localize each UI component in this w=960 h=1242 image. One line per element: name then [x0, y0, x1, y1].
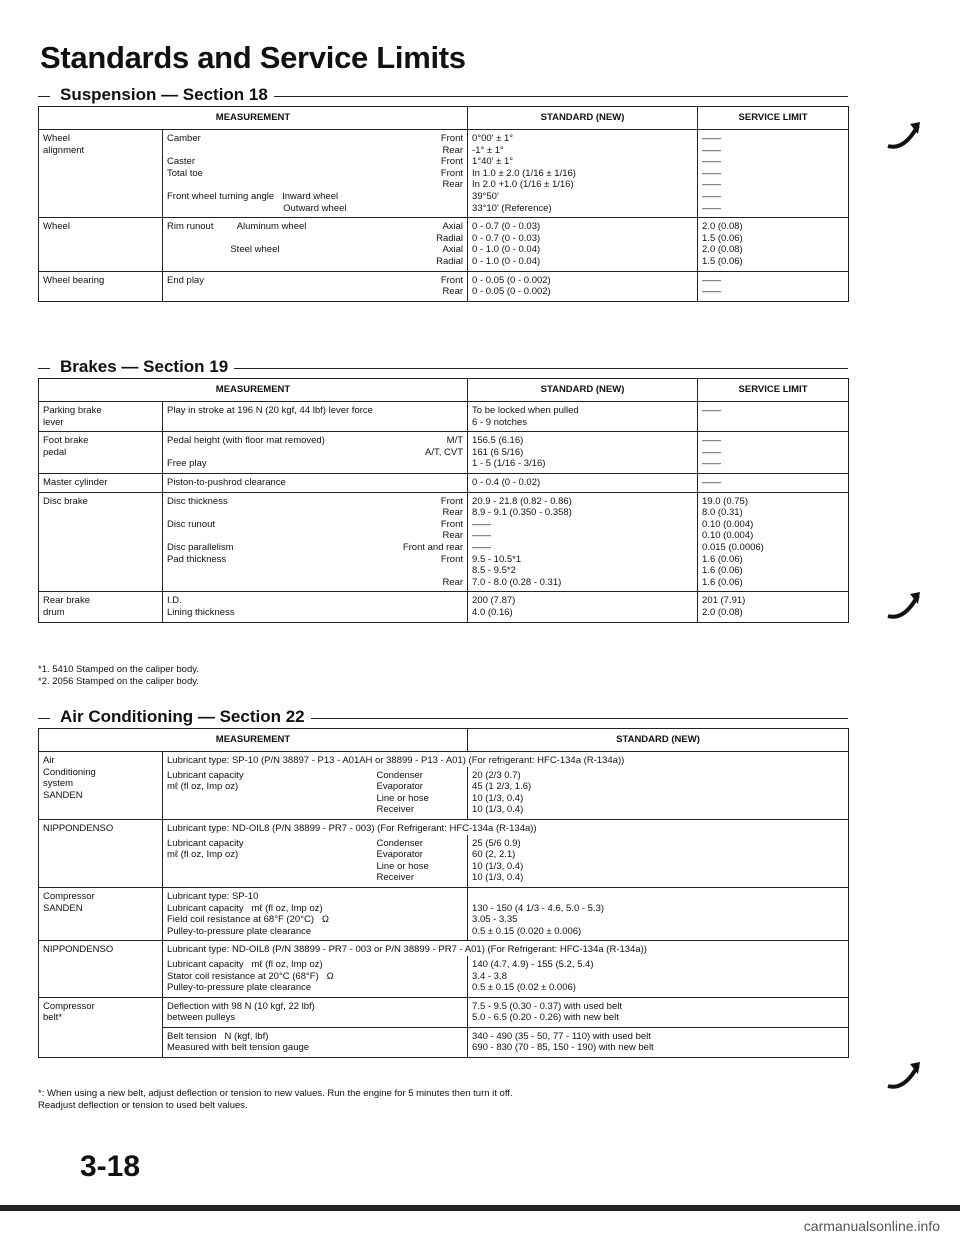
suspension-heading: Suspension — Section 18 — [50, 85, 274, 105]
table-row — [39, 819, 849, 834]
standard-cell: 25 (5/6 0.9) 60 (2, 2.1) 10 (1/3, 0.4) 10 (1/3, 0.4) — [468, 835, 849, 888]
service-cell: —— — [698, 473, 849, 492]
watermark: carmanualsonline.info — [803, 1218, 940, 1234]
col-standard: STANDARD (NEW) — [468, 729, 849, 752]
item-cell: Compressor belt* — [39, 997, 163, 1057]
table-row — [39, 492, 849, 592]
item-cell: Compressor SANDEN — [39, 887, 163, 940]
lubricant-type: Lubricant type: ND-OIL8 (P/N 38899 - PR7 - 003 or P/N 38899 - PR7 - A01) (For Refrigerant: HFC-134a (R-134a)) — [163, 941, 849, 956]
table-row — [39, 592, 849, 622]
table-row — [39, 432, 849, 474]
item-cell: NIPPONDENSO — [39, 819, 163, 887]
measurement-cell: Disc thickness Disc runout Disc parallelism Pad thickness — [163, 492, 383, 592]
ac-table — [38, 728, 849, 1058]
service-cell: —— —— —— —— —— —— —— — [698, 130, 849, 218]
item-cell: Foot brake pedal — [39, 432, 163, 474]
page-title: Standards and Service Limits — [40, 40, 466, 75]
standard-cell: 200 (7.87) 4.0 (0.16) — [468, 592, 698, 622]
position-cell: Condenser Evaporator Line or hose Receiver — [373, 835, 468, 888]
brakes-footnotes: *1. 5410 Stamped on the caliper body. *2. 2056 Stamped on the caliper body. — [38, 664, 199, 687]
table-row — [39, 997, 849, 1027]
service-cell: 201 (7.91) 2.0 (0.08) — [698, 592, 849, 622]
ac-heading: Air Conditioning — Section 22 — [50, 707, 311, 727]
item-cell: Air Conditioning system SANDEN — [39, 752, 163, 820]
standard-cell: 156.5 (6.16) 161 (6 5/16) 1 - 5 (1/16 - 3/16) — [468, 432, 698, 474]
item-cell: Wheel — [39, 218, 163, 271]
col-standard: STANDARD (NEW) — [468, 379, 698, 402]
col-service: SERVICE LIMIT — [698, 379, 849, 402]
ac-footnote: *: When using a new belt, adjust deflection or tension to new values. Run the engine for 5 minutes then turn it off. Readjust deflection or tension to used belt values. — [38, 1088, 513, 1111]
table-row — [39, 218, 849, 271]
standard-cell: 0 - 0.4 (0 - 0.02) — [468, 473, 698, 492]
standard-cell: 0°00' ± 1° -1° ± 1° 1°40' ± 1° In 1.0 ± 2.0 (1/16 ± 1/16) In 2.0 +1.0 (1/16 ± 1/16) 39°50' 33°10' (Reference) — [468, 130, 698, 218]
standard-cell: 140 (4.7, 4.9) - 155 (5.2, 5.4) 3.4 - 3.8 0.5 ± 0.15 (0.02 ± 0.006) — [468, 956, 849, 997]
measurement-cell: Piston-to-pushrod clearance — [163, 473, 468, 492]
position-cell: M/T A/T, CVT — [383, 432, 468, 474]
position-cell: Front Rear — [383, 271, 468, 301]
position-cell: Front Rear Front Front Rear — [383, 130, 468, 218]
measurement-cell: Lubricant capacity mℓ (fl oz, Imp oz) — [163, 767, 373, 820]
position-cell: Condenser Evaporator Line or hose Receiver — [373, 767, 468, 820]
service-cell: —— —— — [698, 271, 849, 301]
standard-cell: 130 - 150 (4 1/3 - 4.6, 5.0 - 5.3) 3.05 - 3.35 0.5 ± 0.15 (0.020 ± 0.006) — [468, 887, 849, 940]
table-row — [39, 130, 849, 218]
standard-cell: 0 - 0.05 (0 - 0.002) 0 - 0.05 (0 - 0.002) — [468, 271, 698, 301]
measurement-cell: Pedal height (with floor mat removed) Free play — [163, 432, 383, 474]
item-cell: Rear brake drum — [39, 592, 163, 622]
service-cell: 19.0 (0.75) 8.0 (0.31) 0.10 (0.004) 0.10 (0.004) 0.015 (0.0006) 1.6 (0.06) 1.6 (0.06) 1.6 (0.06) — [698, 492, 849, 592]
standard-cell: 20.9 - 21.8 (0.82 - 0.86) 8.9 - 9.1 (0.350 - 0.358) —— —— —— 9.5 - 10.5*1 8.5 - 9.5*2 7.0 - 8.0 (0.28 - 0.31) — [468, 492, 698, 592]
service-cell: —— —— —— — [698, 432, 849, 474]
table-row — [39, 402, 849, 432]
measurement-cell: Lubricant type: SP-10 Lubricant capacity mℓ (fl oz, Imp oz) Field coil resistance at 68°F (20°C) Ω Pulley-to-pressure plate clearance — [163, 887, 468, 940]
service-cell: 2.0 (0.08) 1.5 (0.06) 2.0 (0.08) 1.5 (0.06) — [698, 218, 849, 271]
page-corner-arrow-icon — [886, 120, 920, 154]
position-cell: Axial Radial Axial Radial — [383, 218, 468, 271]
table-row — [39, 941, 849, 956]
measurement-cell: Rim runout Aluminum wheel Steel wheel — [163, 218, 383, 271]
measurement-cell: Camber Caster Total toe Front wheel turning angle Inward wheel Outward wheel — [163, 130, 383, 218]
table-row — [39, 887, 849, 940]
col-standard: STANDARD (NEW) — [468, 107, 698, 130]
position-cell: Front Rear Front Rear Front and rear Front Rear — [383, 492, 468, 592]
measurement-cell: Lubricant capacity mℓ (fl oz, Imp oz) Stator coil resistance at 20°C (68°F) Ω Pulley-to-pressure plate clearance — [163, 956, 468, 997]
standard-cell: 7.5 - 9.5 (0.30 - 0.37) with used belt 5.0 - 6.5 (0.20 - 0.26) with new belt — [468, 997, 849, 1027]
bottom-rule — [0, 1205, 960, 1211]
suspension-table — [38, 106, 849, 302]
measurement-cell: Belt tension N (kgf, lbf) Measured with belt tension gauge — [163, 1027, 468, 1057]
col-service: SERVICE LIMIT — [698, 107, 849, 130]
page-corner-arrow-icon — [886, 1060, 920, 1094]
measurement-cell: Lubricant capacity mℓ (fl oz, Imp oz) — [163, 835, 373, 888]
page-corner-arrow-icon — [886, 590, 920, 624]
table-row — [39, 271, 849, 301]
item-cell: NIPPONDENSO — [39, 941, 163, 997]
lubricant-type: Lubricant type: SP-10 (P/N 38897 - P13 - A01AH or 38899 - P13 - A01) (For refrigerant: HFC-134a (R-134a)) — [163, 752, 849, 767]
measurement-cell: Play in stroke at 196 N (20 kgf, 44 lbf) lever force — [163, 402, 468, 432]
table-row — [39, 752, 849, 767]
service-cell: —— — [698, 402, 849, 432]
brakes-heading: Brakes — Section 19 — [50, 357, 234, 377]
item-cell: Disc brake — [39, 492, 163, 592]
standard-cell: 20 (2/3 0.7) 45 (1 2/3, 1.6) 10 (1/3, 0.4) 10 (1/3, 0.4) — [468, 767, 849, 820]
lubricant-type: Lubricant type: ND-OIL8 (P/N 38899 - PR7 - 003) (For Refrigerant: HFC-134a (R-134a)) — [163, 819, 849, 834]
col-measurement: MEASUREMENT — [39, 729, 468, 752]
measurement-cell: I.D. Lining thickness — [163, 592, 468, 622]
page-number: 3-18 — [80, 1150, 141, 1183]
col-measurement: MEASUREMENT — [39, 379, 468, 402]
standard-cell: 340 - 490 (35 - 50, 77 - 110) with used belt 690 - 830 (70 - 85, 150 - 190) with new belt — [468, 1027, 849, 1057]
item-cell: Master cylinder — [39, 473, 163, 492]
standard-cell: 0 - 0.7 (0 - 0.03) 0 - 0.7 (0 - 0.03) 0 - 1.0 (0 - 0.04) 0 - 1.0 (0 - 0.04) — [468, 218, 698, 271]
col-measurement: MEASUREMENT — [39, 107, 468, 130]
item-cell: Wheel bearing — [39, 271, 163, 301]
measurement-cell: Deflection with 98 N (10 kgf, 22 lbf) between pulleys — [163, 997, 468, 1027]
measurement-cell: End play — [163, 271, 383, 301]
table-row — [39, 473, 849, 492]
brakes-table — [38, 378, 849, 623]
standard-cell: To be locked when pulled 6 - 9 notches — [468, 402, 698, 432]
item-cell: Parking brake lever — [39, 402, 163, 432]
item-cell: Wheel alignment — [39, 130, 163, 218]
